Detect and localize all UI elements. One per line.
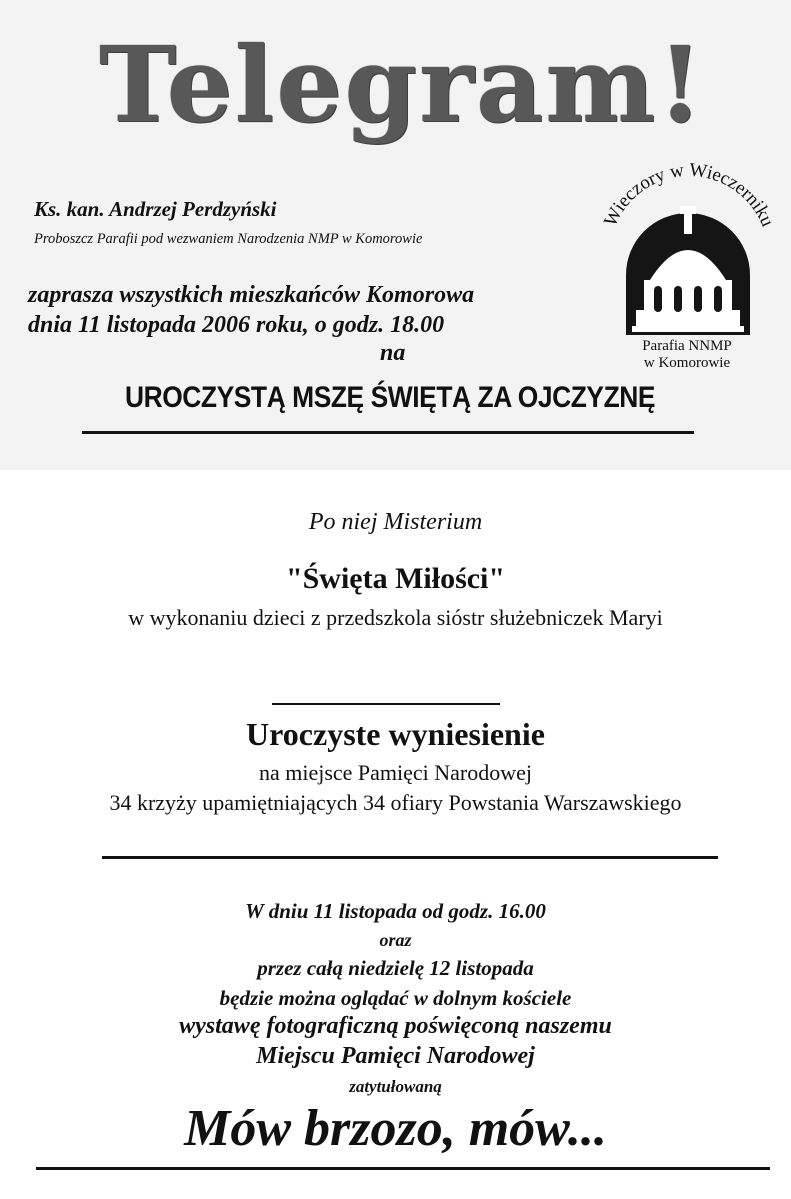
misterium-intro: Po niej Misterium xyxy=(308,509,483,535)
exhibition-line-6: Miejscu Pamięci Narodowej xyxy=(256,1043,535,1069)
divider-short xyxy=(272,703,500,705)
ceremony-line-1: na miejsce Pamięci Narodowej xyxy=(258,760,533,785)
ceremony-title: Uroczyste wyniesienie xyxy=(246,716,545,752)
exhibition-line-2: oraz xyxy=(379,930,412,950)
invitation-line-2: dnia 11 listopada 2006 roku, o godz. 18.00 xyxy=(28,312,445,338)
logo-caption xyxy=(612,338,762,372)
logo-caption-line-2: w Komorowie xyxy=(643,355,731,371)
divider-mass xyxy=(82,431,694,434)
mass-title: UROCZYSTĄ MSZĘ ŚWIĘTĄ ZA OJCZYZNĘ xyxy=(124,381,656,414)
invitation-text xyxy=(28,280,474,340)
poster-title: Telegram! xyxy=(99,23,705,146)
divider-bottom xyxy=(36,1167,770,1170)
host-name: Ks. kan. Andrzej Perdzyński xyxy=(34,197,277,221)
exhibition-title: Mów brzozo, mów... xyxy=(184,1100,607,1157)
exhibition-line-5: wystawę fotograficzną poświęconą naszemu xyxy=(179,1013,612,1039)
exhibition-line-3: przez całą niedzielę 12 listopada xyxy=(257,956,534,980)
exhibition-line-7: zatytułowaną xyxy=(349,1077,442,1096)
church-icon xyxy=(626,206,750,335)
invitation-line-1: zaprasza wszystkich mieszkańców Komorowa xyxy=(28,282,475,308)
invitation-na: na xyxy=(380,340,406,366)
exhibition-line-4: będzie można oglądać w dolnym kościele xyxy=(219,986,572,1010)
misterium-title: "Święta Miłości" xyxy=(285,562,506,595)
host-role: Proboszcz Parafii pod wezwaniem Narodzenia NMP w Komorowie xyxy=(34,231,423,247)
misterium-performers: w wykonaniu dzieci z przedszkola sióstr służebniczek Maryi xyxy=(128,605,663,630)
exhibition-line-1: W dniu 11 listopada od godz. 16.00 xyxy=(245,899,546,923)
logo-caption-line-1: Parafia NNMP xyxy=(642,338,732,354)
divider-ceremony xyxy=(102,856,718,859)
logo-arc-text: Wieczory w Wieczerniku xyxy=(600,160,778,230)
ceremony-line-2: 34 krzyży upamiętniających 34 ofiary Powstania Warszawskiego xyxy=(109,790,682,815)
